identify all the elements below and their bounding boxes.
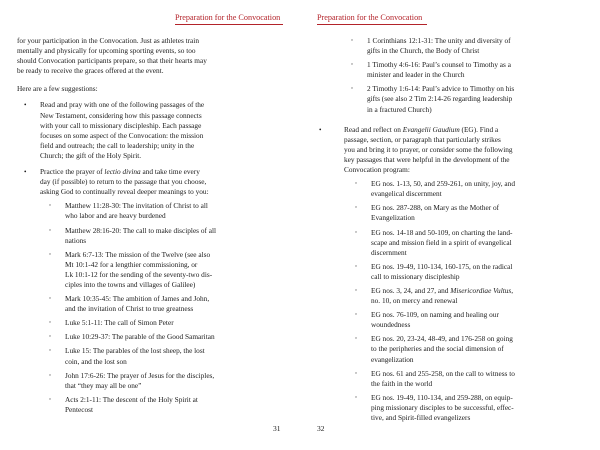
- sub-bullet-glyph: ◦: [49, 319, 52, 327]
- sub-bullet-glyph: ◦: [351, 61, 354, 69]
- eg-item: ◦ EG nos. 19-49, 110-134, 160-175, on the radical call to missionary discipleship: [355, 261, 513, 281]
- suggestion-list: [17, 100, 288, 415]
- passage-list-continued: [340, 36, 588, 115]
- sub-bullet-glyph: ◦: [351, 37, 354, 44]
- suggestion-item-read-pray: • Read and pray with one of the following passages of the New Testament, considering how this passage connects with your call to missionary discipleship. Each passage focuses on some aspect of the Convocation: the mission field and outreach; the call to leadership; unity in the Church; the gift of the Holy Spirit.: [24, 100, 205, 160]
- passage-item: ◦ Acts 2:1-11: The descent of the Holy Spirit at Pentecost: [49, 394, 198, 414]
- passage-item: ◦ Mark 10:35-45: The ambition of James and John, and the invitation of Christ to true greatness: [49, 294, 210, 314]
- intro-paragraph: for your participation in the Convocation. Just as athletes train mentally and physically for upcoming sporting events, so too should Convocation participants prepare, so that their hearts may be ready to receive the graces offered at the event.: [17, 36, 207, 76]
- eg-item: ◦ EG nos. 19-49, 110-134, and 259-288, on equip- ping missionary disciples to be successful, effec- tive, and Spirit-filled evangelizers: [355, 392, 514, 422]
- eg-item: ◦ EG nos. 3, 24, and 27, and Misericordiae Vultus, no. 10, on mercy and renewal: [355, 285, 514, 306]
- sub-bullet-glyph: ◦: [355, 228, 358, 236]
- suggestions-intro: Here are a few suggestions:: [17, 84, 98, 94]
- page-number: 32: [317, 424, 325, 433]
- eg-item: ◦ EG nos. 61 and 255-258, on the call to witness to the faith in the world: [355, 368, 515, 388]
- sub-bullet-glyph: ◦: [351, 85, 354, 93]
- emphasis-term: Evangelii Gaudium: [402, 124, 460, 134]
- running-header: Preparation for the Convocation: [175, 13, 283, 25]
- sub-bullet-glyph: ◦: [49, 295, 52, 303]
- passage-item: ◦ Luke 10:29-37: The parable of the Good Samaritan: [49, 332, 215, 342]
- eg-item: ◦ EG nos. 14-18 and 50-109, on charting the land- scape and mission field in a spirit of evangelical discernment: [355, 227, 513, 257]
- sub-bullet-glyph: ◦: [49, 333, 52, 341]
- suggestion-list-continued: [317, 125, 588, 423]
- passage-item: ◦ Matthew 11:28-30: The invitation of Christ to all who labor and are heavy burdened: [49, 201, 208, 221]
- sub-bullet-glyph: ◦: [355, 393, 358, 401]
- sub-bullet-glyph: ◦: [355, 286, 358, 294]
- sub-bullet-glyph: ◦: [49, 371, 52, 379]
- emphasis-term: Misericordiae Vultus: [450, 285, 512, 295]
- sub-bullet-glyph: ◦: [49, 347, 52, 355]
- passage-item: ◦ 1 Corinthians 12:1-31: The unity and diversity of gifts in the Church, the Body of Christ: [351, 36, 511, 56]
- eg-item: ◦ EG nos. 76-109, on naming and healing our woundedness: [355, 310, 499, 330]
- passage-list: [40, 201, 288, 415]
- sub-bullet-glyph: ◦: [355, 262, 358, 270]
- eg-passage-list: [344, 179, 588, 423]
- sub-bullet-glyph: ◦: [355, 311, 358, 319]
- sub-bullet-glyph: ◦: [49, 226, 52, 234]
- passage-item: ◦ 2 Timothy 1:6-14: Paul’s advice to Timothy on his gifts (see also 2 Tim 2:14-26 regarding leadership in a fractured Church): [351, 84, 515, 114]
- running-header: Preparation for the Convocation: [317, 13, 427, 25]
- sub-bullet-glyph: ◦: [49, 395, 52, 403]
- sub-bullet-glyph: ◦: [49, 250, 52, 258]
- right-page: [300, 0, 600, 450]
- eg-item: ◦ EG nos. 287-288, on Mary as the Mother of Evangelization: [355, 203, 500, 223]
- page-body: [17, 36, 288, 415]
- eg-item: ◦ EG nos. 20, 23-24, 48-49, and 176-258 on going to the peripheries and the social dimension of evangelization: [355, 334, 513, 364]
- passage-item: ◦ Luke 15: The parables of the lost sheep, the lost coin, and the lost son: [49, 346, 205, 366]
- suggestion-item-lectio-divina: • Practice the prayer of lectio divina and take time every day (if possible) to return to the passage that you choose, asking God to continually reveal deeper meanings to you: ◦ Matthew 11:28-30: The invitation of Christ to all who labor and are heavy burdened ◦ Matthew 28:16-20: The call to make disciples of all nations ◦ Mark 6:7-13: The mission of the Twelve (see also Mt 10:1-42 for a lengthier commissioning, or Lk 10:1-12 for the sending of the seventy-two dis- ciples into the towns and villages of Galilee) ◦ Mark 10:35-45: The ambition of James and John, and the invitation of Christ to true greatness ◦ Luke 5:1-11: The call of Simon Peter ◦ Luke 10:29-37: The parable of the Good Samaritan ◦ Luke 15: The parables of the lost sheep, the lost coin, and the lost son ◦ John 17:6-26: The prayer of Jesus for the disciples, that “they may all be one” ◦ Acts 2:1-11: The descent of the Holy Spirit at Pentecost: [17, 167, 288, 415]
- bullet-glyph: •: [24, 168, 27, 177]
- sub-bullet-glyph: ◦: [355, 335, 358, 343]
- bullet-glyph: •: [319, 125, 322, 134]
- sub-bullet-glyph: ◦: [355, 180, 358, 188]
- page-number: 31: [273, 424, 281, 433]
- sub-bullet-glyph: ◦: [355, 204, 358, 212]
- suggestion-item-evangelii-gaudium: • Read and reflect on Evangelii Gaudium (EG). Find a passage, section, or paragraph that particularly strikes you and bring it to prayer, or consider some the following key passages that were helpful in the development of the Convocation program: ◦ EG nos. 1-13, 50, and 259-261, on unity, joy, and evangelical discernment ◦ EG nos. 287-288, on Mary as the Mother of Evangelization ◦ EG nos. 14-18 and 50-109, on charting the land- scape and mission field in a spirit of evangelical discernment ◦ EG nos. 19-49, 110-134, 160-175, on the radical call to missionary discipleship ◦ EG nos. 3, 24, and 27, and Misericordiae Vultus, no. 10, on mercy and renewal ◦ EG nos. 76-109, on naming and healing our woundedness ◦ EG nos. 20, 23-24, 48-49, and 176-258 on going to the peripheries and the social dimension of evangelization ◦ EG nos. 61 and 255-258, on the call to witness to the faith in the world ◦ EG nos. 19-49, 110-134, and 259-288, on equip- ping missionary disciples to be successful, effec- tive, and Spirit-filled evangelizers: [317, 125, 588, 423]
- page-body: [319, 36, 588, 423]
- bullet-glyph: •: [24, 101, 27, 110]
- passage-item: ◦ John 17:6-26: The prayer of Jesus for the disciples, that “they may all be one”: [49, 370, 215, 390]
- eg-item: ◦ EG nos. 1-13, 50, and 259-261, on unity, joy, and evangelical discernment: [355, 179, 515, 199]
- passage-item: ◦ Luke 5:1-11: The call of Simon Peter: [49, 318, 174, 328]
- sub-bullet-glyph: ◦: [49, 202, 52, 210]
- passage-item: ◦ Matthew 28:16-20: The call to make disciples of all nations: [49, 225, 217, 245]
- sub-bullet-glyph: ◦: [355, 369, 358, 377]
- passage-item: ◦ Mark 6:7-13: The mission of the Twelve (see also Mt 10:1-42 for a lengthier commissioning, or Lk 10:1-12 for the sending of the seventy-two dis- ciples into the towns and villages of Galilee): [49, 249, 213, 289]
- emphasis-term: lectio divina: [104, 167, 141, 177]
- passage-item: ◦ 1 Timothy 4:6-16: Paul’s counsel to Timothy as a minister and leader in the Church: [351, 60, 511, 80]
